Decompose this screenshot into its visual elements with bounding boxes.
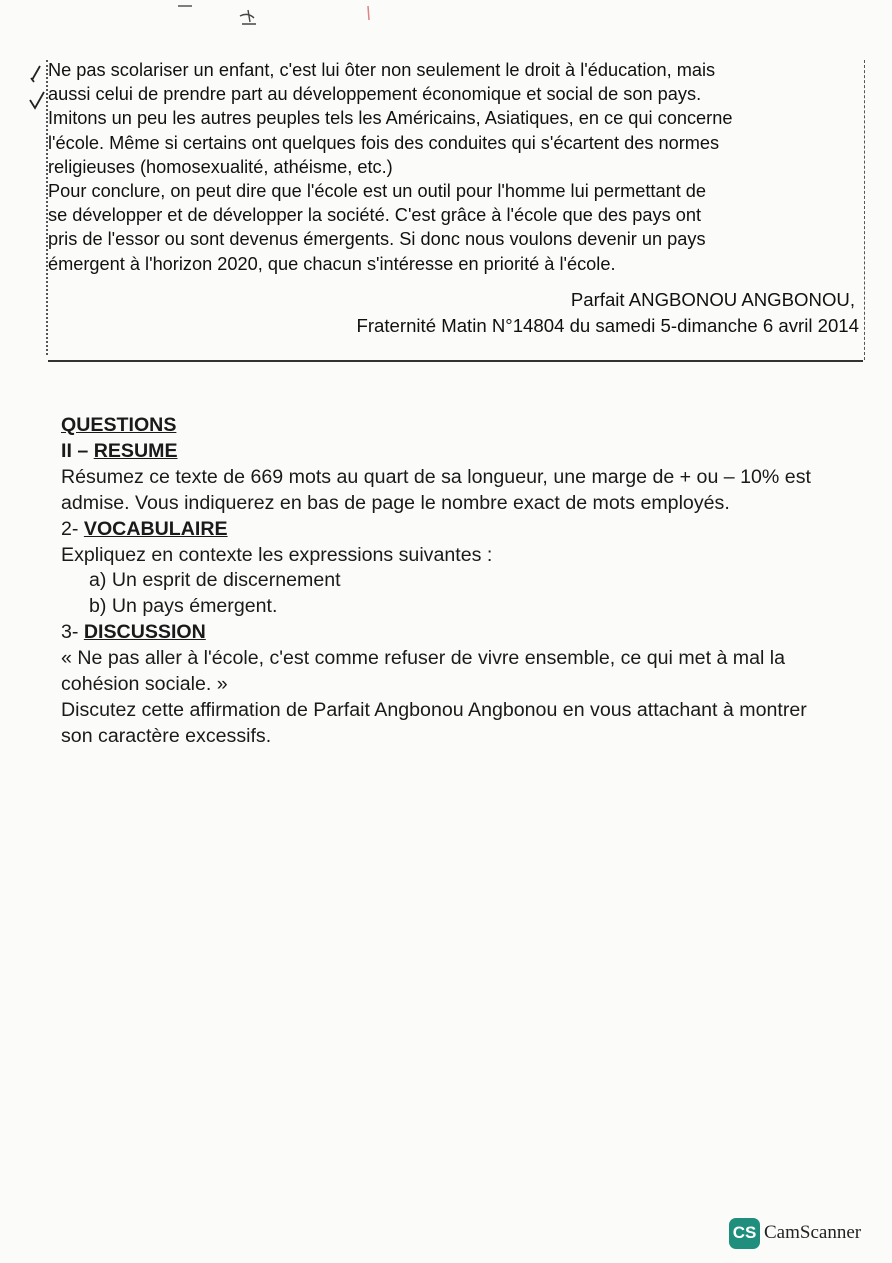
passage-line: émergent à l'horizon 2020, que chacun s'intéresse en priorité à l'école. <box>48 253 616 274</box>
passage-line: l'école. Même si certains ont quelques fois des conduites qui s'écartent des normes <box>48 132 720 153</box>
resume-prefix: II – <box>61 439 94 462</box>
passage-line: Ne pas scolariser un enfant, c'est lui ôter non seulement le droit à l'éducation, mais <box>48 60 716 80</box>
discussion-prefix: 3- <box>61 621 84 644</box>
camscanner-label: CamScanner <box>764 1222 862 1243</box>
scan-artifacts <box>170 0 390 40</box>
questions-section <box>61 413 841 750</box>
resume-heading <box>61 439 841 465</box>
resume-title: RESUME <box>93 439 178 462</box>
vocabulaire-item: a) Un esprit de discernement <box>89 569 341 592</box>
passage-line: se développer et de développer la société. C'est grâce à l'école que des pays ont <box>48 205 702 226</box>
resume-instructions: Résumez ce texte de 669 mots au quart de sa longueur, une marge de + ou – 10% est admise. Vous indiquerez en bas de page le nombre exact de mots employés. <box>61 465 811 514</box>
questions-heading: QUESTIONS <box>61 414 177 436</box>
vocabulaire-heading <box>61 517 841 543</box>
vocabulaire-item: b) Un pays émergent. <box>89 595 278 618</box>
discussion-title: DISCUSSION <box>83 621 206 644</box>
passage-source: Fraternité Matin N°14804 du samedi 5-dimanche 6 avril 2014 <box>356 315 859 337</box>
passage-line: aussi celui de prendre part au développement économique et social de son pays. <box>48 84 702 105</box>
discussion-instructions: Discutez cette affirmation de Parfait Angbonou Angbonou en vous attachant à montrer son caractère excessifs. <box>61 698 807 747</box>
passage-line: pris de l'essor ou sont devenus émergents. Si donc nous voulons devenir un pays <box>48 229 706 250</box>
passage-line: religieuses (homosexualité, athéisme, etc.) <box>48 156 393 177</box>
camscanner-watermark <box>729 1216 861 1250</box>
discussion-heading <box>61 620 841 646</box>
vocabulaire-prefix: 2- <box>61 517 84 540</box>
discussion-quote: « Ne pas aller à l'école, c'est comme refuser de vivre ensemble, ce qui met à mal la cohésion sociale. » <box>61 647 786 696</box>
vocabulaire-instructions: Expliquez en contexte les expressions suivantes : <box>61 543 493 566</box>
passage-excerpt <box>48 58 863 338</box>
vocabulaire-title: VOCABULAIRE <box>83 517 228 540</box>
camscanner-logo-icon: CS <box>729 1218 760 1249</box>
passage-line: Pour conclure, on peut dire que l'école est un outil pour l'homme lui permettant de <box>48 181 707 202</box>
passage-line: Imitons un peu les autres peuples tels les Américains, Asiatiques, en ce qui concerne <box>48 108 733 129</box>
passage-author: Parfait ANGBONOU ANGBONOU, <box>570 288 855 310</box>
passage-border-bottom <box>48 360 863 362</box>
